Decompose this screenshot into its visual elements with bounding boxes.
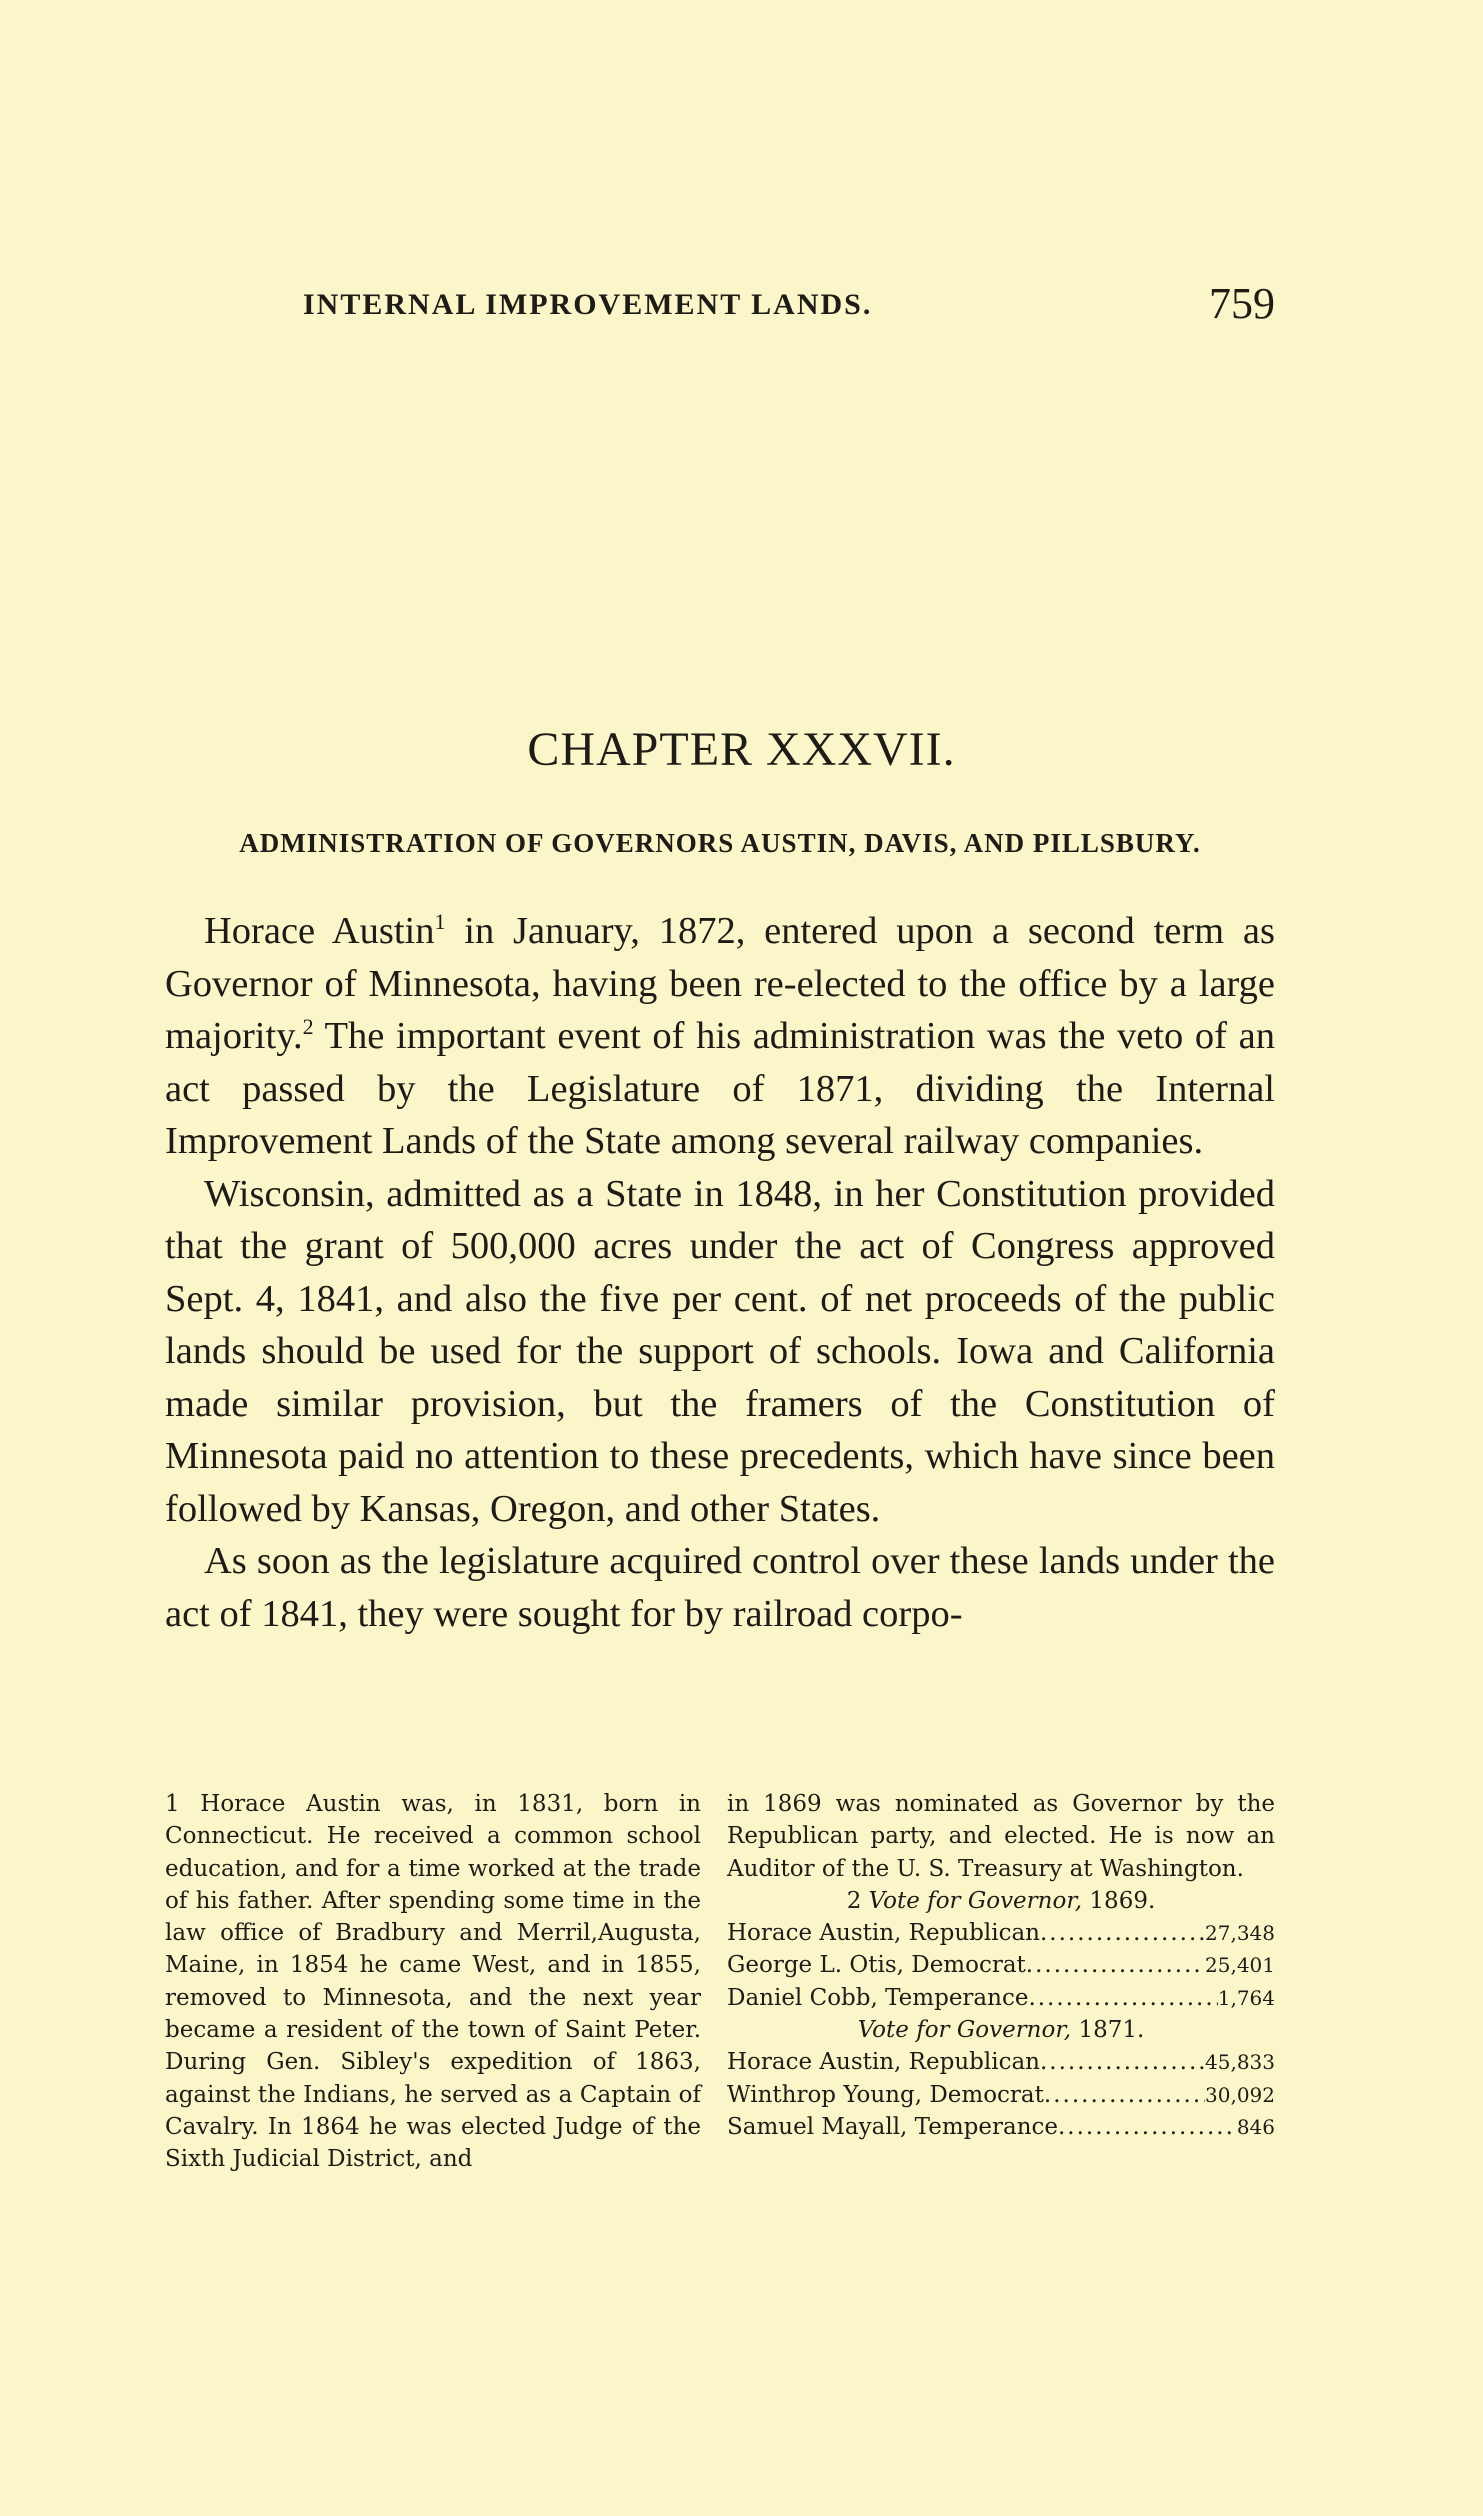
candidate-name: George L. Otis, Democrat xyxy=(727,1952,1026,1979)
candidate-name: Daniel Cobb, Temperance xyxy=(727,1984,1029,2011)
footnote-column-right xyxy=(727,1788,1275,2143)
vote-1869-title: Vote for Governor, xyxy=(868,1887,1083,1914)
chapter-subtitle: ADMINISTRATION OF GOVERNORS AUSTIN, DAVIS, AND PILLSBURY. xyxy=(239,828,1201,858)
vote-row xyxy=(727,1982,1275,2014)
vote-count: 25,401 xyxy=(1205,1953,1275,1978)
footnote-1-text: 1 Horace Austin was, in 1831, born in Connecticut. He received a common school education, and for a time worked at the trade of his father. After spending some time in the law office of Bradbury and Merril,Augusta, Maine, in 1854 he came West, and in 1855, removed to Minnesota, and the next year became a resident of the town of Saint Peter. During Gen. Sibley's expedition of 1863, against the Indians, he served as a Captain of Cavalry. In 1864 he was elected Judge of the Sixth Judicial District, and xyxy=(165,1791,701,2173)
paragraph-1-part-a: Horace Austin xyxy=(204,910,435,952)
vote-1871-title: Vote for Governor, xyxy=(857,2017,1072,2044)
vote-1869-heading xyxy=(727,1885,1275,1917)
vote-row xyxy=(727,2111,1275,2143)
footnote-1-continued: in 1869 was nominated as Governor by the Republican party, and elected. He is now an Auditor of the U. S. Treasury at Washington. xyxy=(727,1791,1275,1882)
vote-1871-heading xyxy=(727,2014,1275,2046)
vote-count: 1,764 xyxy=(1217,1985,1275,2010)
vote-row xyxy=(727,2046,1275,2078)
paragraph-1-part-b: in January, 1872, entered upon a second term as Governor of Minnesota, having been re-elected to the office by a large majority. xyxy=(165,910,1275,1057)
paragraph-1-part-c: The important event of his administration was the veto of an act passed by the Legislature of 1871, dividing the Internal Improvement Lands of the State among several railway companies. xyxy=(165,1015,1275,1162)
footnote-2-number: 2 xyxy=(846,1887,862,1914)
paragraph-3: As soon as the legislature acquired control over these lands under the act of 1841, they were sought for by railroad corpo- xyxy=(165,1540,1275,1635)
body-text xyxy=(165,905,1275,1640)
paragraph-1 xyxy=(165,905,1275,1168)
candidate-name: Samuel Mayall, Temperance xyxy=(727,2113,1058,2140)
vote-row xyxy=(727,1949,1275,1981)
candidate-name: Horace Austin, Republican xyxy=(727,2049,1040,2076)
vote-count: 30,092 xyxy=(1205,2082,1275,2107)
running-title: INTERNAL IMPROVEMENT LANDS. xyxy=(303,288,873,321)
running-head xyxy=(165,278,1275,338)
vote-count: 846 xyxy=(1236,2114,1275,2139)
vote-count: 45,833 xyxy=(1205,2050,1275,2075)
footnote-column-left xyxy=(165,1788,701,2176)
paragraph-2: Wisconsin, admitted as a State in 1848, in her Constitution provided that the grant of 500,000 acres under the act of Congress approved Sept. 4, 1841, and also the five per cent. of net proceeds of the public lands should be used for the support of schools. Iowa and California made similar provision, but the framers of the Constitution of Minnesota paid no attention to these precedents, which have since been followed by Kansas, Oregon, and other States. xyxy=(165,1172,1275,1530)
vote-1871-year: 1871. xyxy=(1078,2017,1145,2044)
candidate-name: Horace Austin, Republican xyxy=(727,1920,1040,1947)
footnote-ref-1: 1 xyxy=(434,909,446,935)
chapter-title: CHAPTER XXXVII. xyxy=(527,723,956,776)
vote-count: 27,348 xyxy=(1205,1921,1275,1946)
candidate-name: Winthrop Young, Democrat xyxy=(727,2081,1044,2108)
vote-1869-year: 1869. xyxy=(1089,1887,1156,1914)
vote-row xyxy=(727,1917,1275,1949)
footnote-ref-2: 2 xyxy=(302,1014,314,1040)
vote-row xyxy=(727,2079,1275,2111)
page-number: 759 xyxy=(1209,279,1275,328)
